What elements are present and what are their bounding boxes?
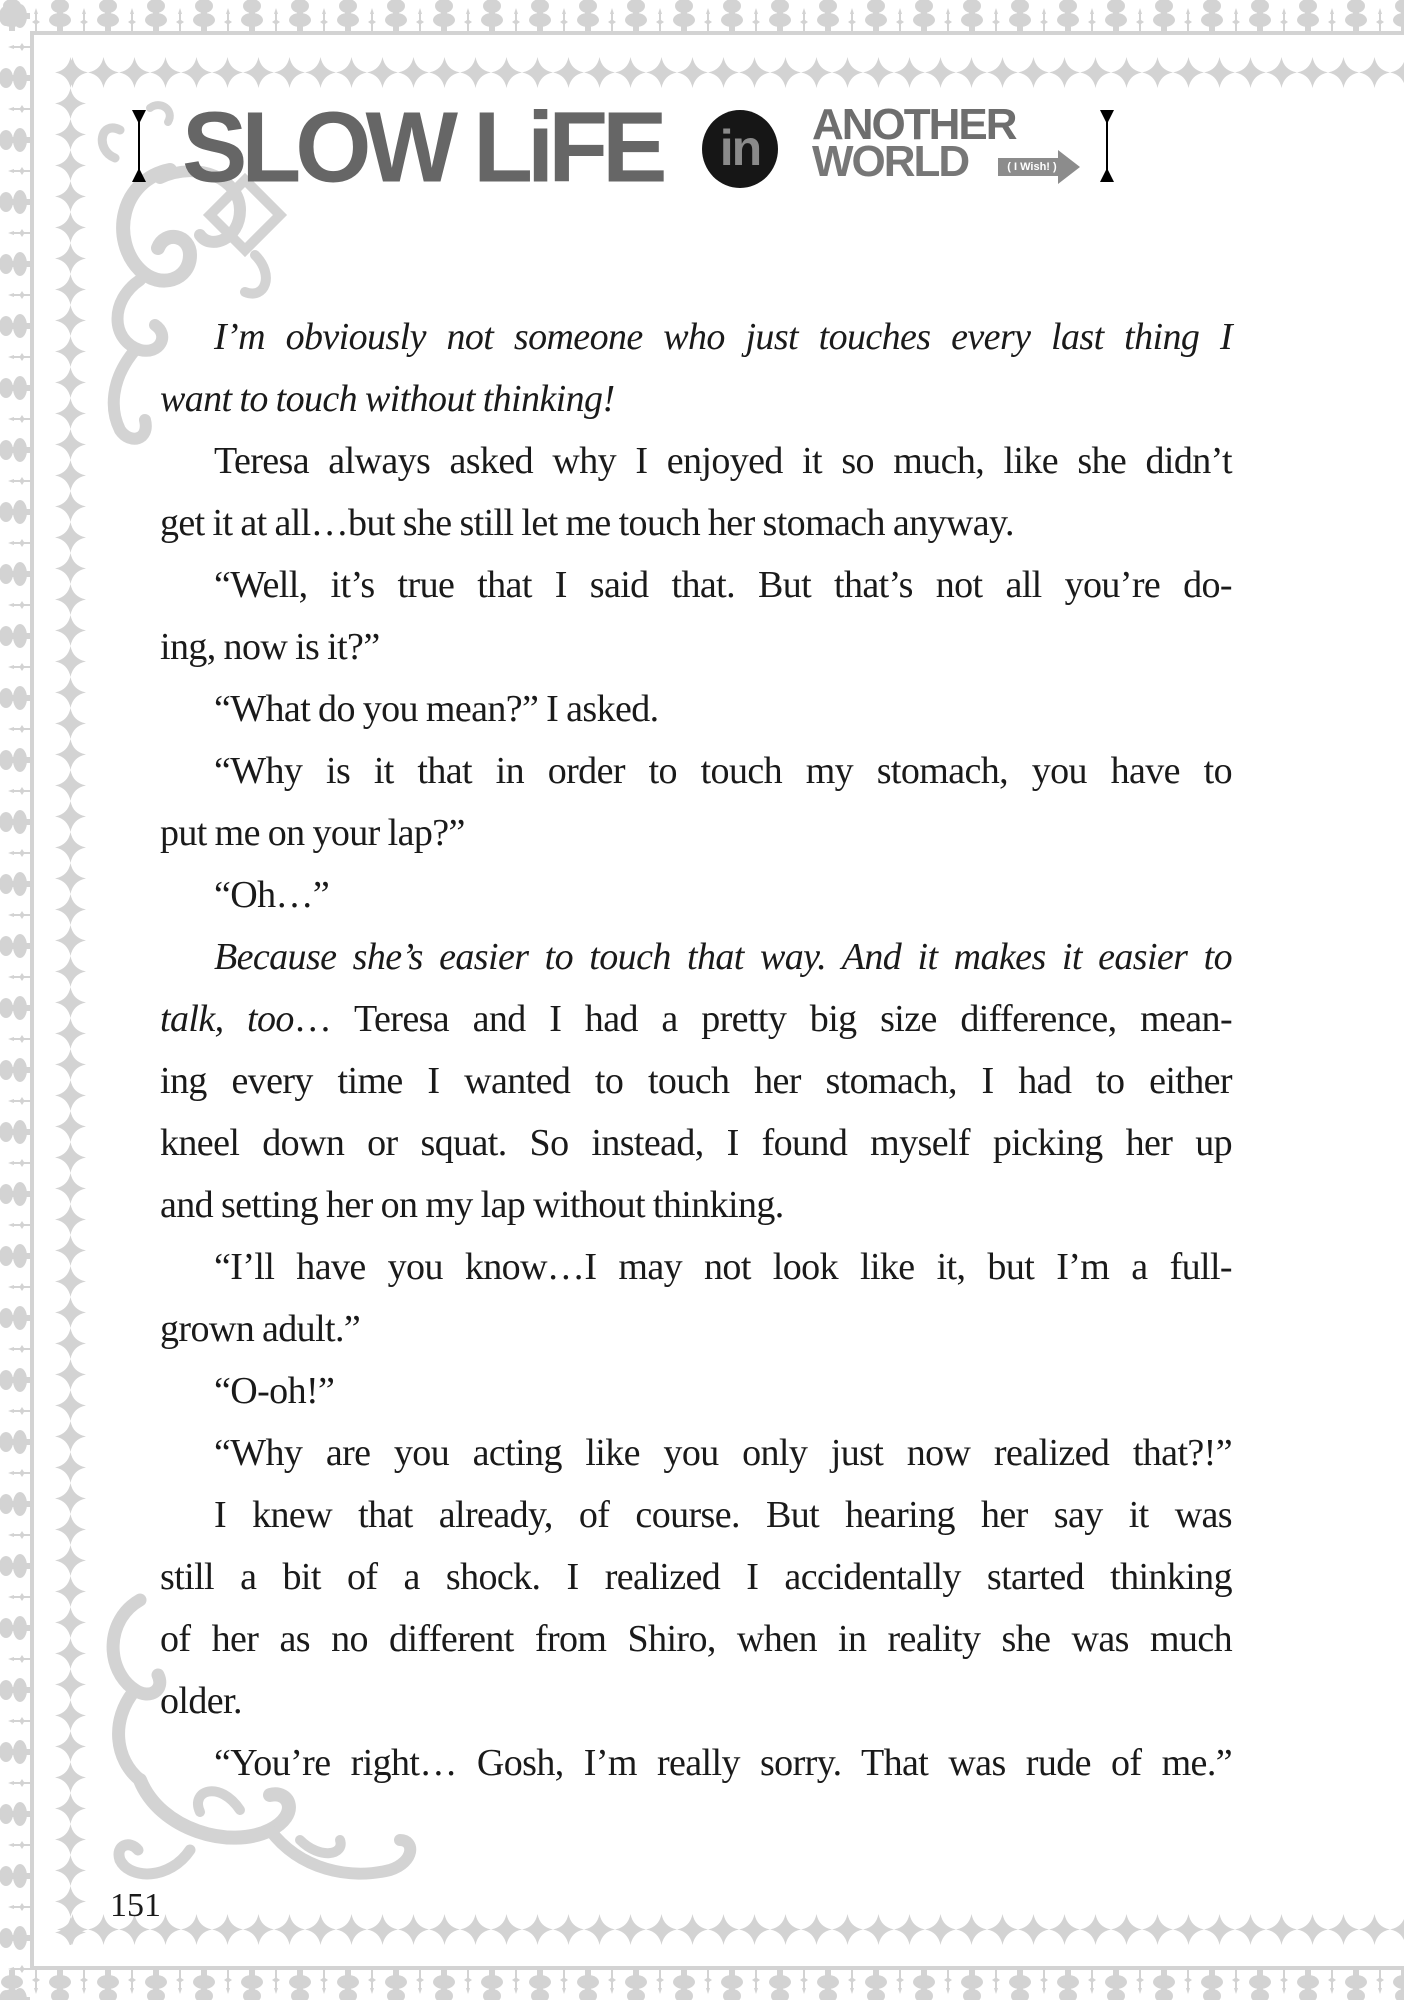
- text-line: [160, 1360, 1232, 1422]
- text-line: [160, 988, 1232, 1050]
- text-line: [160, 1608, 1232, 1670]
- text-segment: kneel down or squat. So instead, I found myself picking her up: [160, 1122, 1232, 1164]
- page-number: 151: [110, 1887, 161, 1924]
- text-segment: ing, now is it?”: [160, 626, 380, 668]
- text-segment: Teresa always asked why I enjoyed it so much, like she didn’t: [214, 440, 1232, 482]
- text-segment: “I’ll have you know…I may not look like it, but I’m a full-: [214, 1246, 1232, 1288]
- text-segment: older.: [160, 1680, 242, 1722]
- logo-tagline: ( I Wish! ): [1007, 161, 1057, 173]
- text-line: [160, 1050, 1232, 1112]
- text-segment: “What do you mean?” I asked.: [214, 688, 659, 730]
- italic-text-segment: want to touch without thinking!: [160, 378, 615, 420]
- text-segment: “Why are you acting like you only just now realized that?!”: [214, 1432, 1232, 1474]
- page-body-text: [160, 306, 1232, 1794]
- text-segment: get it at all…but she still let me touch her stomach anyway.: [160, 502, 1014, 544]
- text-line: [160, 740, 1232, 802]
- italic-text-segment: I’m obviously not someone who just touches every last thing I: [214, 316, 1232, 358]
- text-segment: “Well, it’s true that I said that. But that’s not all you’re do-: [214, 564, 1232, 606]
- text-line: [160, 616, 1232, 678]
- logo-world: WORLD: [812, 137, 969, 186]
- text-segment: “Why is it that in order to touch my stomach, you have to: [214, 750, 1232, 792]
- text-segment: ing every time I wanted to touch her stomach, I had to either: [160, 1060, 1232, 1102]
- text-line: [160, 430, 1232, 492]
- text-line: [160, 492, 1232, 554]
- text-line: [160, 554, 1232, 616]
- text-segment: put me on your lap?”: [160, 812, 465, 854]
- text-segment: “O-oh!”: [214, 1370, 335, 1412]
- logo-slow-life: SLOW LiFE: [182, 90, 662, 204]
- logo-in-badge: in: [702, 110, 778, 188]
- text-line: [160, 1236, 1232, 1298]
- text-line: [160, 926, 1232, 988]
- logo-another: ANOTHER: [812, 100, 1016, 149]
- text-line: [160, 1298, 1232, 1360]
- text-segment: … Teresa and I had a pretty big size difference, mean-: [293, 998, 1233, 1040]
- text-line: [160, 802, 1232, 864]
- text-segment: “You’re right… Gosh, I’m really sorry. That was rude of me.”: [214, 1742, 1232, 1784]
- text-segment: still a bit of a shock. I realized I accidentally started thinking: [160, 1556, 1232, 1598]
- text-line: [160, 1670, 1232, 1732]
- text-line: [160, 1484, 1232, 1546]
- text-line: [160, 1732, 1232, 1794]
- text-segment: “Oh…”: [214, 874, 330, 916]
- text-line: [160, 678, 1232, 740]
- text-line: [160, 864, 1232, 926]
- text-line: [160, 1546, 1232, 1608]
- text-segment: I knew that already, of course. But hearing her say it was: [214, 1494, 1232, 1536]
- text-line: [160, 368, 1232, 430]
- text-line: [160, 1174, 1232, 1236]
- left-bracket-icon: [130, 110, 148, 182]
- text-segment: grown adult.”: [160, 1308, 361, 1350]
- italic-text-segment: Because she’s easier to touch that way. And it makes it easier to: [214, 936, 1232, 978]
- text-line: [160, 1422, 1232, 1484]
- text-line: [160, 306, 1232, 368]
- series-logo-header: [130, 90, 1120, 204]
- italic-text-segment: talk, too: [160, 998, 294, 1040]
- right-bracket-icon: [1098, 110, 1116, 182]
- text-line: [160, 1112, 1232, 1174]
- text-segment: of her as no different from Shiro, when in reality she was much: [160, 1618, 1232, 1660]
- text-segment: and setting her on my lap without thinking.: [160, 1184, 784, 1226]
